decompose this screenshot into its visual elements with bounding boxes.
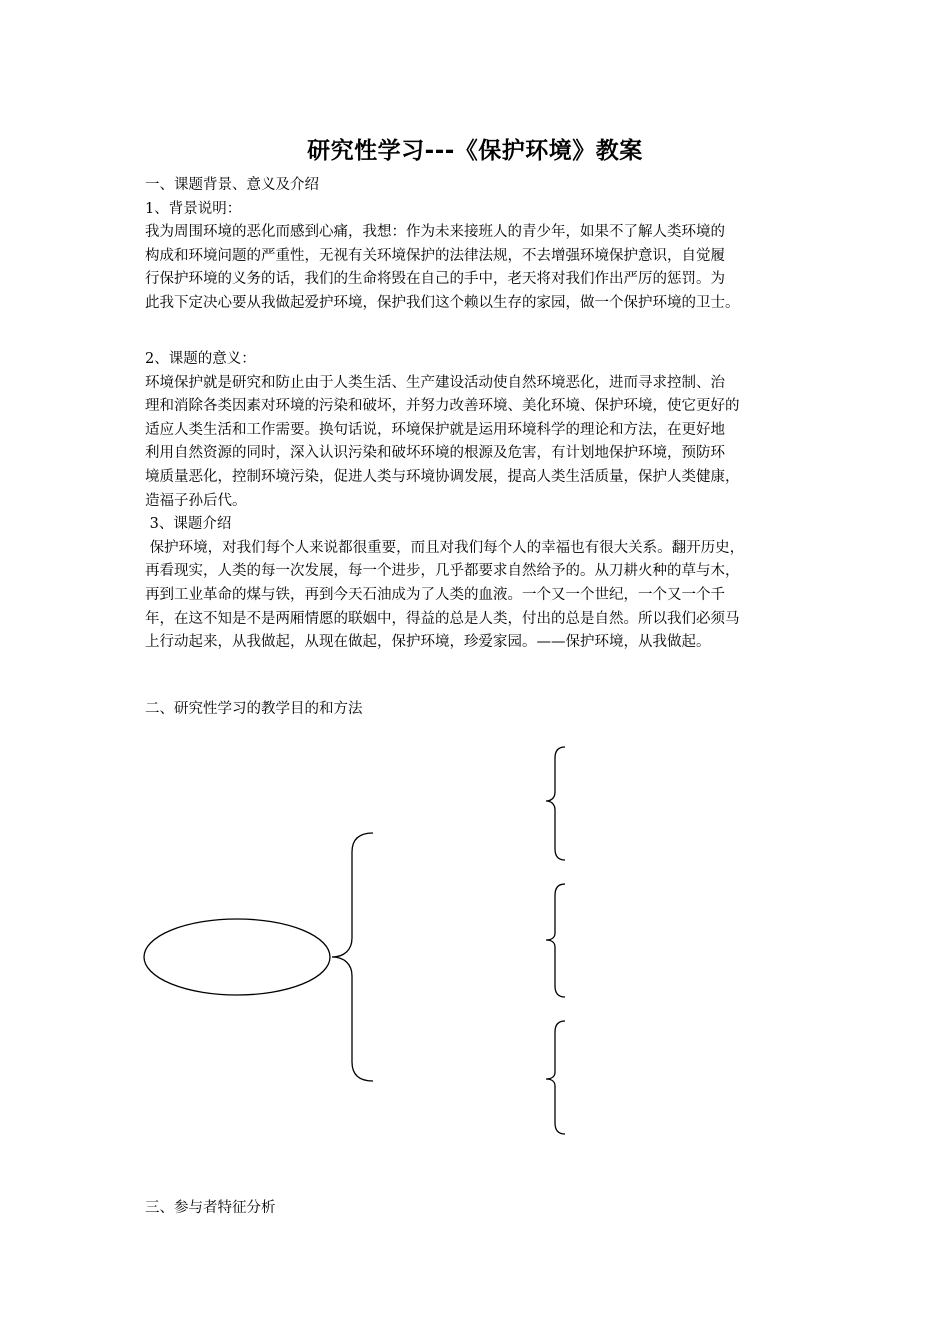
small-brace-middle [546,884,565,997]
paragraph-line: 保护环境，对我们每个人来说都很重要，而且对我们每个人的幸福也有很大关系。翻开历史， [145,539,745,556]
small-brace-bottom [546,1021,565,1134]
paragraph-line: 适应人类生活和工作需要。换句话说，环境保护就是运用环境科学的理论和方法，在更好地 [145,421,725,438]
paragraph-line: 年，在这不知是不是两厢情愿的联姻中，得益的总是人类，付出的总是自然。所以我们必须马 [145,610,740,627]
paragraph-line: 造福子孙后代。 [145,492,247,509]
large-brace [332,833,373,1081]
paragraph-line: 行保护环境的义务的话，我们的生命将毁在自己的手中，老天将对我们作出严厉的惩罚。为 [145,271,725,288]
subsection-1-heading: 1、背景说明： [145,200,242,217]
paragraph-line: 再到工业革命的煤与铁，再到今天石油成为了人类的血液。一个又一个世纪，一个又一个千 [145,586,725,603]
section-1-heading: 一、课题背景、意义及介绍 [145,177,319,193]
section-3-heading: 三、参与者特征分析 [145,1200,276,1216]
document-title: 研究性学习---《保护环境》教案 [307,138,643,164]
paragraph-line: 理和消除各类因素对环境的污染和破坏，并努力改善环境、美化环境、保护环境，使它更好的 [145,398,740,415]
subsection-2-heading: 2、课题的意义： [145,351,256,367]
small-brace-top [546,747,565,860]
subsection-3-heading: 3、课题介绍 [145,516,232,533]
paragraph-line: 上行动起来，从我做起，从现在做起，保护环境，珍爱家园。——保护环境，从我做起。 [145,634,711,651]
paragraph-line: 构成和环境问题的严重性，无视有关环境保护的法律法规，不去增强环境保护意识，自觉履 [145,247,725,264]
paragraph-line: 再看现实，人类的每一次发展，每一个进步，几乎都要求自然给予的。从刀耕火种的草与木， [145,563,740,580]
paragraph-line: 利用自然资源的同时，深入认识污染和破坏环境的根源及危害，有计划地保护环境，预防环 [145,445,725,462]
section-2-heading: 二、研究性学习的教学目的和方法 [145,701,363,717]
paragraph-line: 境质量恶化，控制环境污染，促进人类与环境协调发展，提高人类生活质量，保护人类健康， [145,468,740,485]
paragraph-line: 此我下定决心要从我做起爱护环境，保护我们这个赖以生存的家园，做一个保护环境的卫士。 [145,294,740,311]
paragraph-line: 环境保护就是研究和防止由于人类生活、生产建设活动使自然环境恶化，进而寻求控制、治 [145,374,725,391]
diagram-ellipse [144,919,330,995]
paragraph-line: 我为周围环境的恶化而感到心痛，我想：作为未来接班人的青少年，如果不了解人类环境的 [145,224,725,241]
